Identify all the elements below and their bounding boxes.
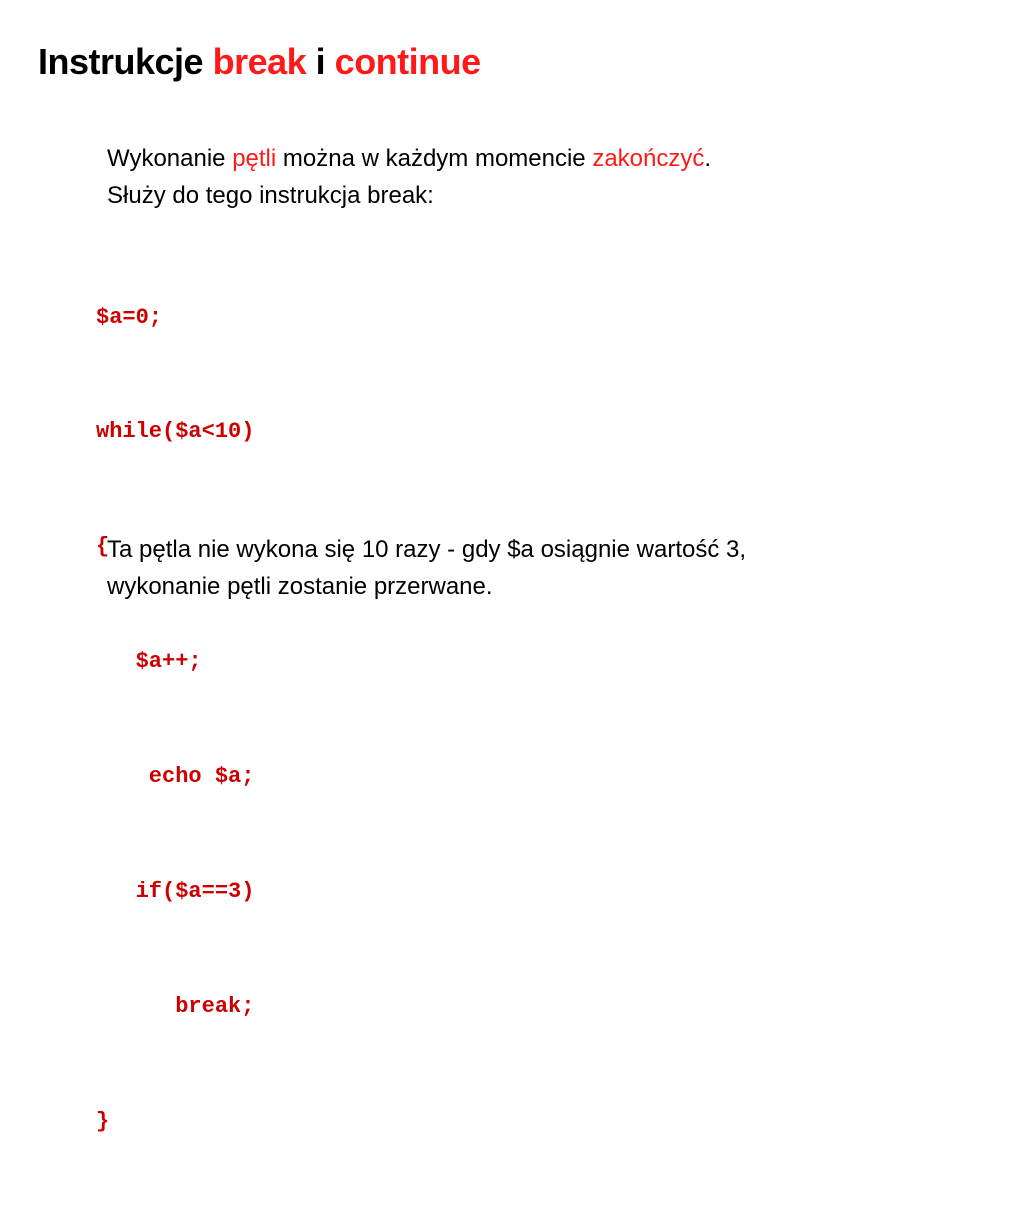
intro-text-e: .: [704, 145, 712, 172]
intro-paragraph: [107, 140, 711, 214]
title-keyword-break: break: [212, 41, 307, 82]
intro-text-a: Wykonanie: [107, 145, 233, 172]
code-line: echo $a;: [96, 764, 255, 790]
title-text: Instrukcje: [38, 41, 213, 82]
code-line: {: [96, 534, 110, 560]
slide-title: [38, 36, 481, 88]
code-line: $a++;: [96, 649, 202, 675]
code-block: [96, 222, 254, 1218]
title-conjunction: i: [306, 41, 335, 82]
intro-line-1: [107, 140, 711, 177]
outro-line-2: wykonanie pętli zostanie przerwane.: [107, 573, 493, 600]
code-line: $a=0;: [96, 304, 163, 330]
code-line: if($a==3): [96, 879, 255, 905]
outro-line-1: Ta pętla nie wykona się 10 razy - gdy $a osiągnie wartość 3,: [107, 536, 747, 563]
intro-text-c: można w każdym momencie: [276, 145, 593, 172]
code-line: }: [96, 1108, 110, 1134]
outro-paragraph: [107, 531, 746, 605]
intro-highlight-loop: pętli: [232, 145, 277, 172]
intro-highlight-finish: zakończyć: [592, 145, 705, 172]
code-line: while($a<10): [96, 419, 255, 445]
code-line: break;: [96, 993, 255, 1019]
intro-line-2: Służy do tego instrukcja break:: [107, 182, 434, 209]
title-keyword-continue: continue: [334, 41, 481, 82]
